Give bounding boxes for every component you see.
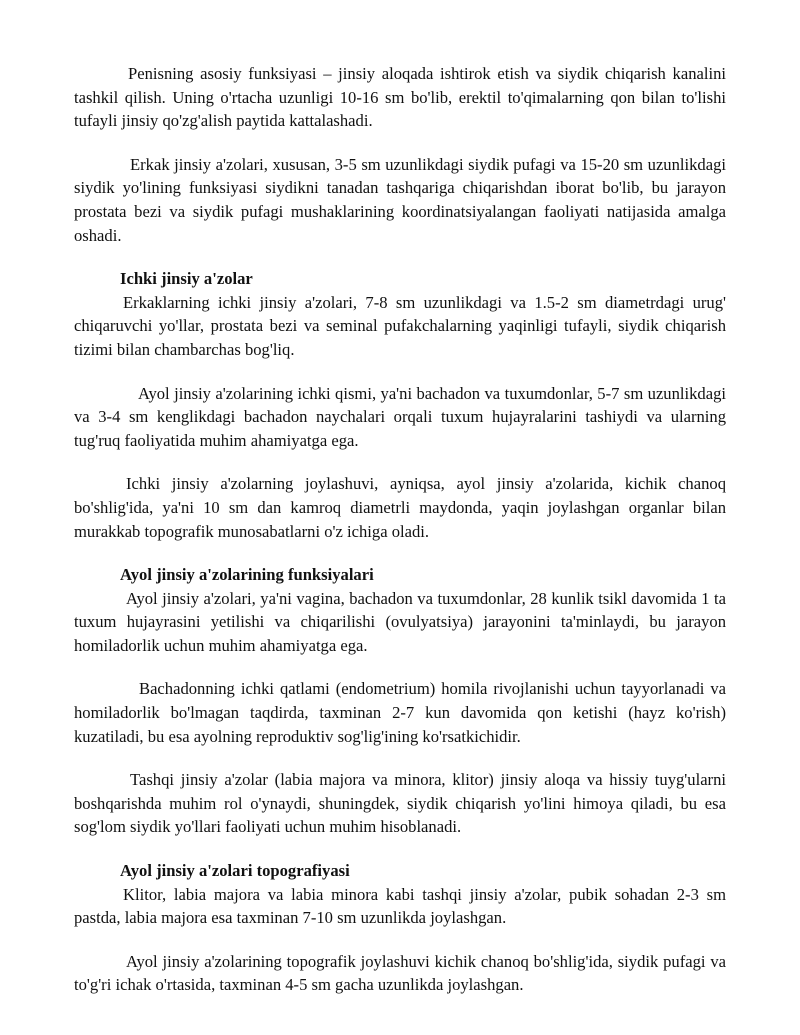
paragraph-male-internal: Erkaklarning ichki jinsiy a'zolari, 7-8 sm uzunlikdagi va 1.5-2 sm diametrdagi urug' chiqaruvchi yo'llar, prostata bezi va seminal pufakchalarning yaqinligi tufayli, siydik chiqarish tizimi bilan chambarchas bog'liq. (74, 292, 726, 359)
paragraph-internal-location: Ichki jinsiy a'zolarning joylashuvi, ayniqsa, ayol jinsiy a'zolarida, kichik chanoq bo'shlig'ida, ya'ni 10 sm dan kamroq diametrli maydonda, yaqin joylashgan organlar bilan murakkab topografik munosabatlarni o'z ichiga oladi. (74, 474, 726, 541)
paragraph-female-internal: Ayol jinsiy a'zolarining ichki qismi, ya'ni bachadon va tuxumdonlar, 5-7 sm uzunlikdagi va 3-4 sm kenglikdagi bachadon naychalari orqali tuxum hujayralarini tashiydi va ularning tug'ruq faoliyatida muhim ahamiyatga ega. (74, 383, 726, 450)
paragraph-topographic-location: Ayol jinsiy a'zolarining topografik joylashuvi kichik chanoq bo'shlig'ida, siydik pufagi va to'g'ri ichak o'rtasida, taxminan 4-5 sm gacha uzunlikda joylashgan. (74, 951, 726, 995)
paragraph-female-functions: Ayol jinsiy a'zolari, ya'ni vagina, bachadon va tuxumdonlar, 28 kunlik tsikl davomida 1 ta tuxum hujayrasini yetilishi va chiqarilishi (ovulyatsiya) jarayonini ta'minlaydi, bu jarayon homiladorlik uchun muhim ahamiyatga ega. (74, 588, 726, 655)
heading-female-topography: Ayol jinsiy a'zolari topografiyasi (120, 861, 350, 881)
paragraph-external-topography: Klitor, labia majora va labia minora kabi tashqi jinsiy a'zolar, pubik sohadan 2-3 sm pastda, labia majora esa taxminan 7-10 sm uzunlikda joylashgan. (74, 884, 726, 928)
paragraph-male-urinary: Erkak jinsiy a'zolari, xususan, 3-5 sm uzunlikdagi siydik pufagi va 15-20 sm uzunlikdagi siydik yo'lining funksiyasi siydikni tanadan tashqariga chiqarishdan iborat bo'lib, bu jarayon prostata bezi va siydik pufagi mushaklarining koordinatsiyalangan faoliyati natijasida amalga oshadi. (74, 154, 726, 245)
paragraph-external-organs: Tashqi jinsiy a'zolar (labia majora va minora, klitor) jinsiy aloqa va hissiy tuyg'ularni boshqarishda muhim rol o'ynaydi, shuningdek, siydik chiqarish yo'lini himoya qiladi, bu esa sog'lom siydik yo'llari faoliyati uchun muhim hisoblanadi. (74, 770, 726, 837)
heading-female-functions: Ayol jinsiy a'zolarining funksiyalari (120, 565, 374, 585)
heading-internal-organs: Ichki jinsiy a'zolar (120, 269, 253, 289)
paragraph-penis-function: Penisning asosiy funksiyasi – jinsiy aloqada ishtirok etish va siydik chiqarish kanalini tashkil qilish. Uning o'rtacha uzunligi 10-16 sm bo'lib, erektil to'qimalarning qon bilan to'lishi tufayli jinsiy qo'zg'alish paytida kattalashadi. (74, 64, 726, 131)
paragraph-endometrium: Bachadonning ichki qatlami (endometrium) homila rivojlanishi uchun tayyorlanadi va homiladorlik bo'lmagan taqdirda, taxminan 2-7 kun davomida qon ketishi (hayz ko'rish) kuzatiladi, bu esa ayolning reproduktiv sog'lig'ining ko'rsatkichidir. (74, 679, 726, 746)
